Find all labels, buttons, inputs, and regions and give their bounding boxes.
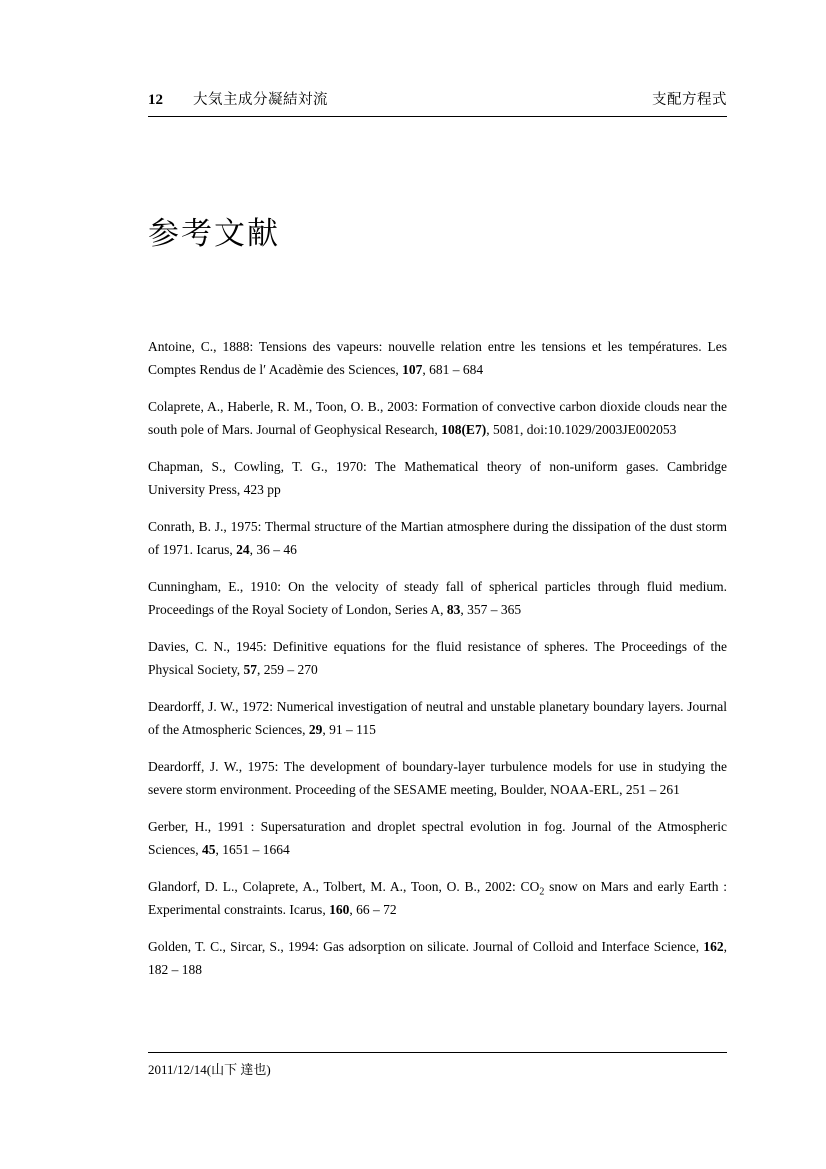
running-head-section-left: 大気主成分凝結対流 <box>193 92 328 108</box>
footer-date-author: 2011/12/14(山下 達也) <box>148 1062 271 1077</box>
reference-entry: Glandorf, D. L., Colaprete, A., Tolbert, M. A., Toon, O. B., 2002: $CO_2$ snow on Mars and early Earth : Experimental constraints. Icarus, 160, 66 – 72 <box>148 879 727 918</box>
reference-entry: Deardorff, J. W., 1972: Numerical investigation of neutral and unstable planetary boundary layers. Journal of the Atmospheric Sciences, 29, 91 – 115 <box>148 699 727 738</box>
reference-entry: Deardorff, J. W., 1975: The development of boundary-layer turbulence models for use in studying the severe storm environment. Proceeding of the SESAME meeting, Boulder, NOAA-ERL, 251 – 261 <box>148 759 727 798</box>
reference-entry: Davies, C. N., 1945: Definitive equations for the fluid resistance of spheres. The Proceedings of the Physical Society, 57, 259 – 270 <box>148 639 727 678</box>
reference-entry: Cunningham, E., 1910: On the velocity of steady fall of spherical particles through fluid medium. Proceedings of the Royal Society of London, Series A, 83, 357 – 365 <box>148 579 727 618</box>
reference-entry: Chapman, S., Cowling, T. G., 1970: The Mathematical theory of non-uniform gases. Cambridge University Press, 423 pp <box>148 459 727 498</box>
running-head <box>148 88 727 117</box>
running-head-left <box>148 88 328 109</box>
reference-entry: Antoine, C., 1888: Tensions des vapeurs: nouvelle relation entre les tensions et les températures. Les Comptes Rendus de l′ Acadèmie des Sciences, 107, 681 – 684 <box>148 339 727 378</box>
chapter-title: 参考文献 <box>148 216 280 252</box>
running-head-section-right: 支配方程式 <box>652 92 727 108</box>
page-footer <box>148 1052 727 1078</box>
page-header <box>148 0 727 117</box>
references-list <box>148 335 727 981</box>
reference-entry: Golden, T. C., Sircar, S., 1994: Gas adsorption on silicate. Journal of Colloid and Interface Science, 162, 182 – 188 <box>148 939 727 978</box>
page-number: 12 <box>148 92 163 108</box>
reference-entry: Gerber, H., 1991 : Supersaturation and droplet spectral evolution in fog. Journal of the Atmospheric Sciences, 45, 1651 – 1664 <box>148 819 727 858</box>
reference-entry: Conrath, B. J., 1975: Thermal structure of the Martian atmosphere during the dissipation of the dust storm of 1971. Icarus, 24, 36 – 46 <box>148 519 727 558</box>
reference-entry: Colaprete, A., Haberle, R. M., Toon, O. B., 2003: Formation of convective carbon dioxide clouds near the south pole of Mars. Journal of Geophysical Research, 108(E7), 5081, doi:10.1029/2003JE002053 <box>148 399 727 438</box>
